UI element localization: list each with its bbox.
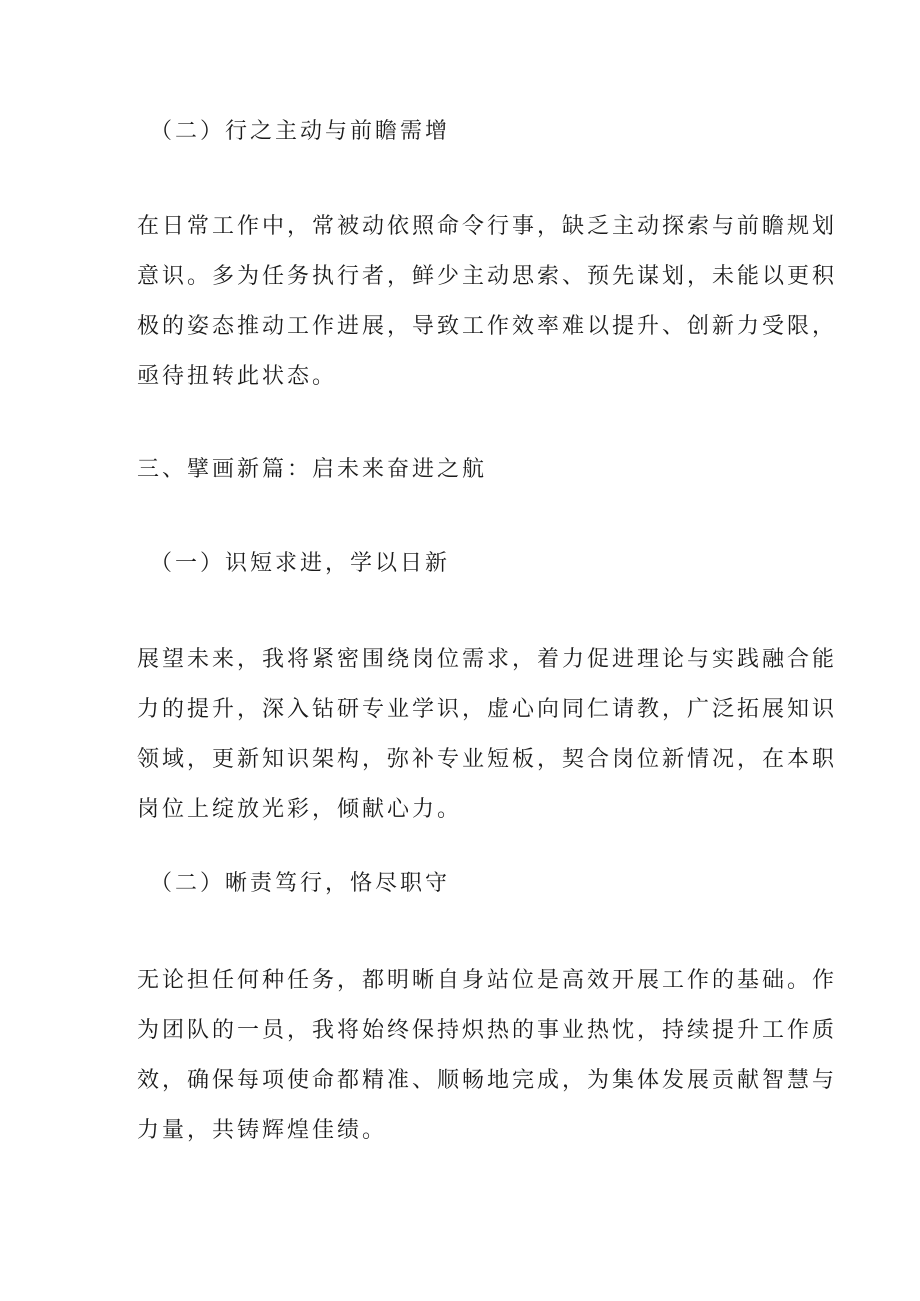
section-heading-3: 三、擘画新篇：启未来奋进之航 — [137, 457, 488, 482]
paragraph-line: 力量，共铸辉煌佳绩。 — [137, 1118, 388, 1143]
paragraph-line: 领域，更新知识架构，弥补专业短板，契合岗位新情况，在本职 — [137, 747, 838, 772]
paragraph-line: 力的提升，深入钻研专业学识，虚心向同仁请教，广泛拓展知识 — [137, 697, 838, 722]
subheading-3-2: （二）晰责笃行，恪尽职守 — [150, 871, 451, 896]
paragraph-line: 意识。多为任务执行者，鲜少主动思索、预先谋划，未能以更积 — [137, 264, 838, 289]
subheading-3-1: （一）识短求进，学以日新 — [150, 551, 451, 576]
paragraph-line: 在日常工作中，常被动依照命令行事，缺乏主动探索与前瞻规划 — [137, 214, 838, 239]
paragraph-line: 极的姿态推动工作进展，导致工作效率难以提升、创新力受限， — [137, 314, 838, 339]
paragraph-line: 无论担任何种任务，都明晰自身站位是高效开展工作的基础。作 — [137, 968, 838, 993]
paragraph-line: 岗位上绽放光彩，倾献心力。 — [137, 797, 463, 822]
paragraph-line: 为团队的一员，我将始终保持炽热的事业热忱，持续提升工作质 — [137, 1018, 838, 1043]
paragraph-line: 亟待扭转此状态。 — [137, 364, 338, 389]
subheading-2-2: （二）行之主动与前瞻需增 — [150, 119, 451, 144]
paragraph-line: 展望未来，我将紧密围绕岗位需求，着力促进理论与实践融合能 — [137, 647, 838, 672]
paragraph-line: 效，确保每项使命都精准、顺畅地完成，为集体发展贡献智慧与 — [137, 1068, 838, 1093]
